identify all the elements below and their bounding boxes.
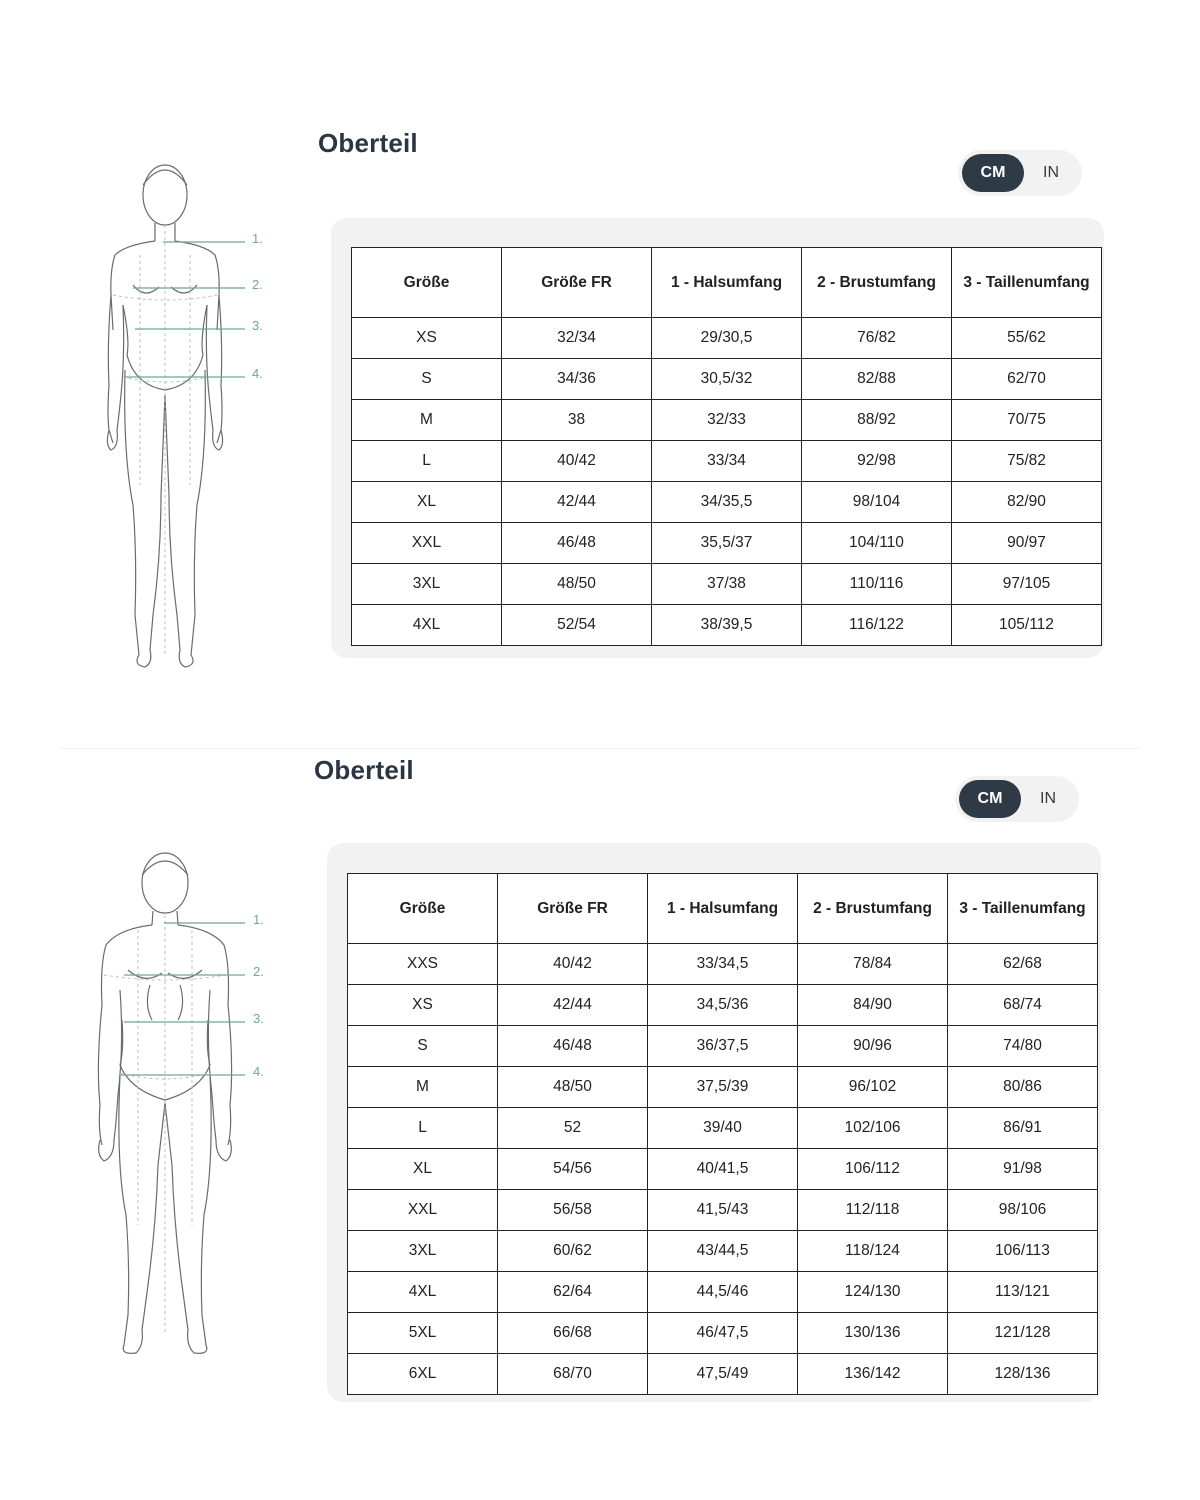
table-cell: 60/62: [498, 1231, 648, 1272]
header-cell: Größe: [348, 874, 498, 944]
table-cell: 113/121: [948, 1272, 1098, 1313]
table-cell: 98/106: [948, 1190, 1098, 1231]
table-cell: M: [352, 400, 502, 441]
table-cell: XS: [352, 318, 502, 359]
table-cell: 46/48: [498, 1026, 648, 1067]
table-cell: 121/128: [948, 1313, 1098, 1354]
section-divider: [60, 748, 1140, 749]
table-cell: 34,5/36: [648, 985, 798, 1026]
table-cell: 70/75: [952, 400, 1102, 441]
figure-label-3: 3.: [253, 1011, 264, 1026]
header-cell: 3 - Taillenumfang: [948, 874, 1098, 944]
table-cell: 39/40: [648, 1108, 798, 1149]
section-title: Oberteil: [318, 128, 418, 158]
table-cell: 52: [498, 1108, 648, 1149]
table-cell: 104/110: [802, 523, 952, 564]
table-cell: 124/130: [798, 1272, 948, 1313]
table-cell: 102/106: [798, 1108, 948, 1149]
table-row: [348, 1313, 1098, 1354]
table-cell: 116/122: [802, 605, 952, 646]
table-cell: 130/136: [798, 1313, 948, 1354]
figure-label-1: 1.: [252, 231, 263, 246]
table-cell: 43/44,5: [648, 1231, 798, 1272]
table-row: [348, 944, 1098, 985]
table-cell: 34/36: [502, 359, 652, 400]
table-row: [352, 523, 1102, 564]
table-cell: 38/39,5: [652, 605, 802, 646]
table-cell: S: [352, 359, 502, 400]
figure-label-2: 2.: [252, 277, 263, 292]
table-cell: 110/116: [802, 564, 952, 605]
table-cell: M: [348, 1067, 498, 1108]
table-row: [348, 1190, 1098, 1231]
table-cell: 46/48: [502, 523, 652, 564]
table-row: [352, 400, 1102, 441]
header-cell: 3 - Taillenumfang: [952, 248, 1102, 318]
table-cell: 74/80: [948, 1026, 1098, 1067]
table-cell: XS: [348, 985, 498, 1026]
table-cell: 56/58: [498, 1190, 648, 1231]
table-row: [348, 1231, 1098, 1272]
figure-label-1: 1.: [253, 912, 264, 927]
table-cell: 33/34: [652, 441, 802, 482]
table-row: [352, 482, 1102, 523]
table-row: [352, 564, 1102, 605]
table-cell: 30,5/32: [652, 359, 802, 400]
table-cell: L: [348, 1108, 498, 1149]
table-header-row: [348, 874, 1098, 944]
table-cell: 37,5/39: [648, 1067, 798, 1108]
table-cell: 90/97: [952, 523, 1102, 564]
header-cell: Größe FR: [502, 248, 652, 318]
unit-in-button[interactable]: IN: [1040, 790, 1056, 807]
male-body-figure-icon: [90, 845, 280, 1360]
table-row: [352, 359, 1102, 400]
section-title: Oberteil: [314, 755, 414, 785]
figure-label-2: 2.: [253, 964, 264, 979]
table-cell: 38: [502, 400, 652, 441]
header-cell: 1 - Halsumfang: [648, 874, 798, 944]
table-cell: 4XL: [348, 1272, 498, 1313]
table-row: [348, 1026, 1098, 1067]
table-cell: 68/70: [498, 1354, 648, 1395]
table-cell: 48/50: [502, 564, 652, 605]
table-row: [352, 605, 1102, 646]
size-table: [351, 247, 1102, 646]
table-cell: 54/56: [498, 1149, 648, 1190]
header-cell: Größe FR: [498, 874, 648, 944]
table-cell: 80/86: [948, 1067, 1098, 1108]
table-cell: 88/92: [802, 400, 952, 441]
table-cell: 55/62: [952, 318, 1102, 359]
unit-in-button[interactable]: IN: [1043, 164, 1059, 181]
table-cell: XXL: [348, 1190, 498, 1231]
table-cell: 62/70: [952, 359, 1102, 400]
table-row: [352, 441, 1102, 482]
table-cell: 3XL: [348, 1231, 498, 1272]
table-cell: 5XL: [348, 1313, 498, 1354]
header-cell: 2 - Brustumfang: [802, 248, 952, 318]
table-cell: 35,5/37: [652, 523, 802, 564]
table-cell: 47,5/49: [648, 1354, 798, 1395]
figure-label-4: 4.: [253, 1064, 264, 1079]
table-cell: 84/90: [798, 985, 948, 1026]
table-cell: XXS: [348, 944, 498, 985]
table-cell: 42/44: [498, 985, 648, 1026]
table-cell: 3XL: [352, 564, 502, 605]
table-cell: 82/88: [802, 359, 952, 400]
table-cell: 42/44: [502, 482, 652, 523]
unit-toggle[interactable]: [958, 150, 1082, 196]
table-cell: 112/118: [798, 1190, 948, 1231]
table-cell: 52/54: [502, 605, 652, 646]
table-cell: S: [348, 1026, 498, 1067]
table-cell: 105/112: [952, 605, 1102, 646]
table-row: [348, 985, 1098, 1026]
table-cell: 32/34: [502, 318, 652, 359]
table-cell: 91/98: [948, 1149, 1098, 1190]
table-cell: 44,5/46: [648, 1272, 798, 1313]
table-cell: 34/35,5: [652, 482, 802, 523]
table-cell: 76/82: [802, 318, 952, 359]
table-cell: 6XL: [348, 1354, 498, 1395]
table-cell: 118/124: [798, 1231, 948, 1272]
table-cell: 62/64: [498, 1272, 648, 1313]
table-row: [348, 1354, 1098, 1395]
unit-toggle[interactable]: [955, 776, 1079, 822]
table-cell: XL: [352, 482, 502, 523]
table-row: [348, 1149, 1098, 1190]
table-cell: 40/42: [498, 944, 648, 985]
table-cell: 106/113: [948, 1231, 1098, 1272]
table-cell: 75/82: [952, 441, 1102, 482]
female-body-figure-icon: [95, 155, 280, 675]
table-row: [352, 318, 1102, 359]
table-cell: 136/142: [798, 1354, 948, 1395]
table-cell: 29/30,5: [652, 318, 802, 359]
table-cell: 48/50: [498, 1067, 648, 1108]
figure-label-3: 3.: [252, 318, 263, 333]
size-table: [347, 873, 1098, 1395]
table-cell: 62/68: [948, 944, 1098, 985]
figure-label-4: 4.: [252, 366, 263, 381]
table-cell: 68/74: [948, 985, 1098, 1026]
table-cell: 46/47,5: [648, 1313, 798, 1354]
table-cell: 92/98: [802, 441, 952, 482]
table-cell: 32/33: [652, 400, 802, 441]
table-row: [348, 1067, 1098, 1108]
table-cell: 40/42: [502, 441, 652, 482]
table-cell: XXL: [352, 523, 502, 564]
unit-cm-button[interactable]: CM: [959, 780, 1021, 818]
table-cell: 96/102: [798, 1067, 948, 1108]
table-cell: 4XL: [352, 605, 502, 646]
table-cell: 36/37,5: [648, 1026, 798, 1067]
table-cell: 78/84: [798, 944, 948, 985]
header-cell: 1 - Halsumfang: [652, 248, 802, 318]
table-cell: 41,5/43: [648, 1190, 798, 1231]
table-row: [348, 1108, 1098, 1149]
unit-cm-button[interactable]: CM: [962, 154, 1024, 192]
table-cell: 40/41,5: [648, 1149, 798, 1190]
table-cell: 86/91: [948, 1108, 1098, 1149]
header-cell: Größe: [352, 248, 502, 318]
table-cell: 98/104: [802, 482, 952, 523]
table-cell: 90/96: [798, 1026, 948, 1067]
table-cell: 97/105: [952, 564, 1102, 605]
table-cell: 106/112: [798, 1149, 948, 1190]
table-cell: XL: [348, 1149, 498, 1190]
header-cell: 2 - Brustumfang: [798, 874, 948, 944]
table-cell: 66/68: [498, 1313, 648, 1354]
table-header-row: [352, 248, 1102, 318]
table-row: [348, 1272, 1098, 1313]
table-cell: L: [352, 441, 502, 482]
table-cell: 128/136: [948, 1354, 1098, 1395]
table-cell: 82/90: [952, 482, 1102, 523]
table-cell: 37/38: [652, 564, 802, 605]
table-cell: 33/34,5: [648, 944, 798, 985]
